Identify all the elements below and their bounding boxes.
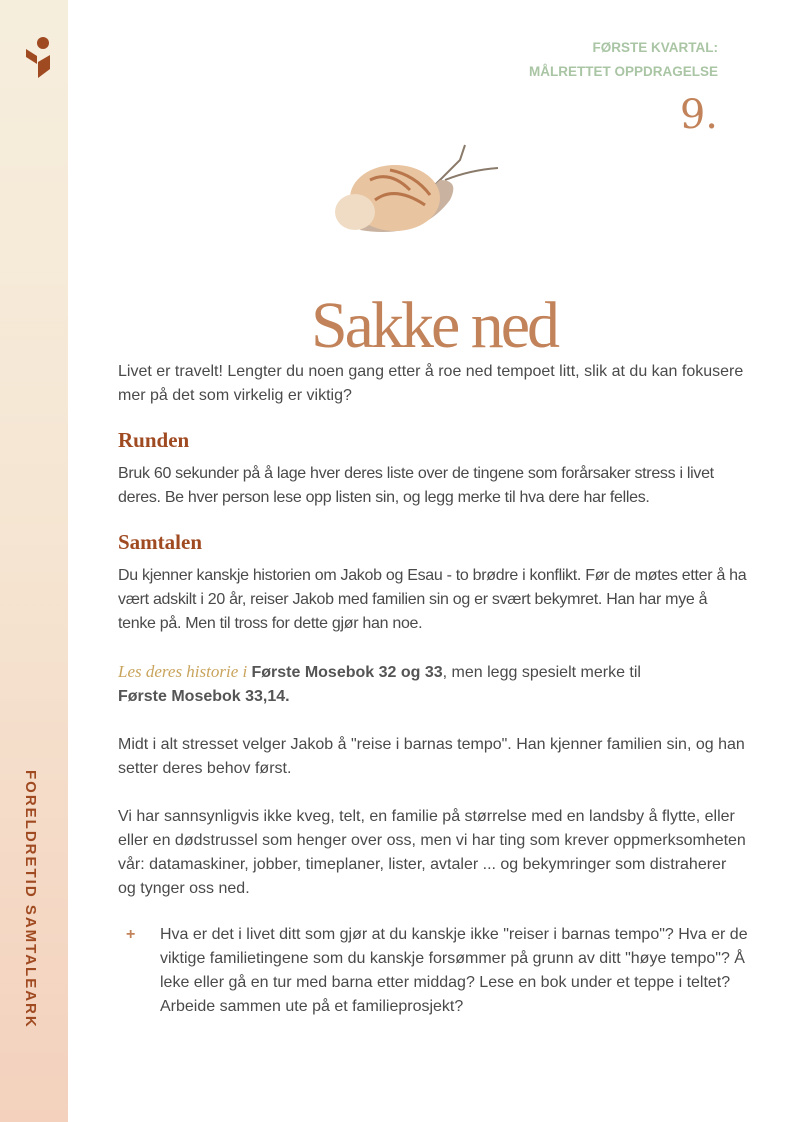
question-text: Hva er det i livet ditt som gjør at du kanskje ikke "reiser i barnas tempo"? Hva er de viktige familietingene som du kanskje forsømmer på grunn av ditt "høye tempo"? Å leke eller gå en tur med barna etter middag? Lese en bok under et teppe i teltet? Arbeide sammen ute på et familieprosjekt? — [160, 926, 748, 1015]
samtalen-text: Du kjenner kanskje historien om Jakob og Esau - to brødre i konflikt. Før de møtes etter å ha vært adskilt i 20 år, reiser Jakob med familien sin og er svært bekymret. Han har mye å tenke på. Men til tross for dette gjør han noe. — [118, 567, 747, 632]
section-heading-runden: Runden — [118, 428, 190, 452]
runden-text: Bruk 60 sekunder på å lage hver deres liste over de tingene som forårsaker stress i livet deres. Be hver person lese opp listen sin, og legg merke til hva dere har felles. — [118, 465, 714, 506]
paragraph-2: Vi har sannsynligvis ikke kveg, telt, en familie på størrelse med en landsby å flytte, eller eller en dødstrussel som henger over oss, men vi har ting som krever oppmerksomheten vår: datamaskiner, jobber, timeplaner, lister, avtaler ... og bekymringer som distraherer og tynger oss ned. — [118, 808, 746, 897]
reading-instruction — [118, 660, 748, 709]
scripture-ref-2: Første Mosebok 33,14. — [118, 688, 290, 705]
sidebar-strip — [0, 0, 68, 1122]
reading-mid: , men legg spesielt merke til — [442, 664, 641, 681]
page-title: Sakke ned — [310, 289, 558, 362]
section-heading-samtalen: Samtalen — [118, 530, 202, 554]
scripture-ref-1: Første Mosebok 32 og 33 — [251, 664, 443, 681]
section-kicker — [529, 36, 718, 84]
page-number: 9. — [679, 92, 718, 138]
kicker-line2: MÅLRETTET OPPDRAGELSE — [528, 64, 718, 79]
reading-lead: Les deres historie i — [118, 662, 252, 681]
vertical-label: FORELDRETID SAMTALEARK — [22, 770, 39, 1029]
paragraph-1: Midt i alt stresset velger Jakob å "reise i barnas tempo". Han kjenner familien sin, og han setter deres behov først. — [118, 736, 745, 777]
intro-text: Livet er travelt! Lengter du noen gang etter å roe ned tempoet litt, slik at du kan fokusere mer på det som virkelig er viktig? — [118, 363, 744, 404]
snail-illustration — [330, 140, 505, 240]
question-item — [126, 923, 748, 1019]
main-content — [118, 360, 748, 1019]
kicker-line1: FØRSTE KVARTAL: — [592, 40, 718, 55]
logo-icon — [24, 36, 52, 78]
plus-icon: + — [126, 926, 136, 943]
